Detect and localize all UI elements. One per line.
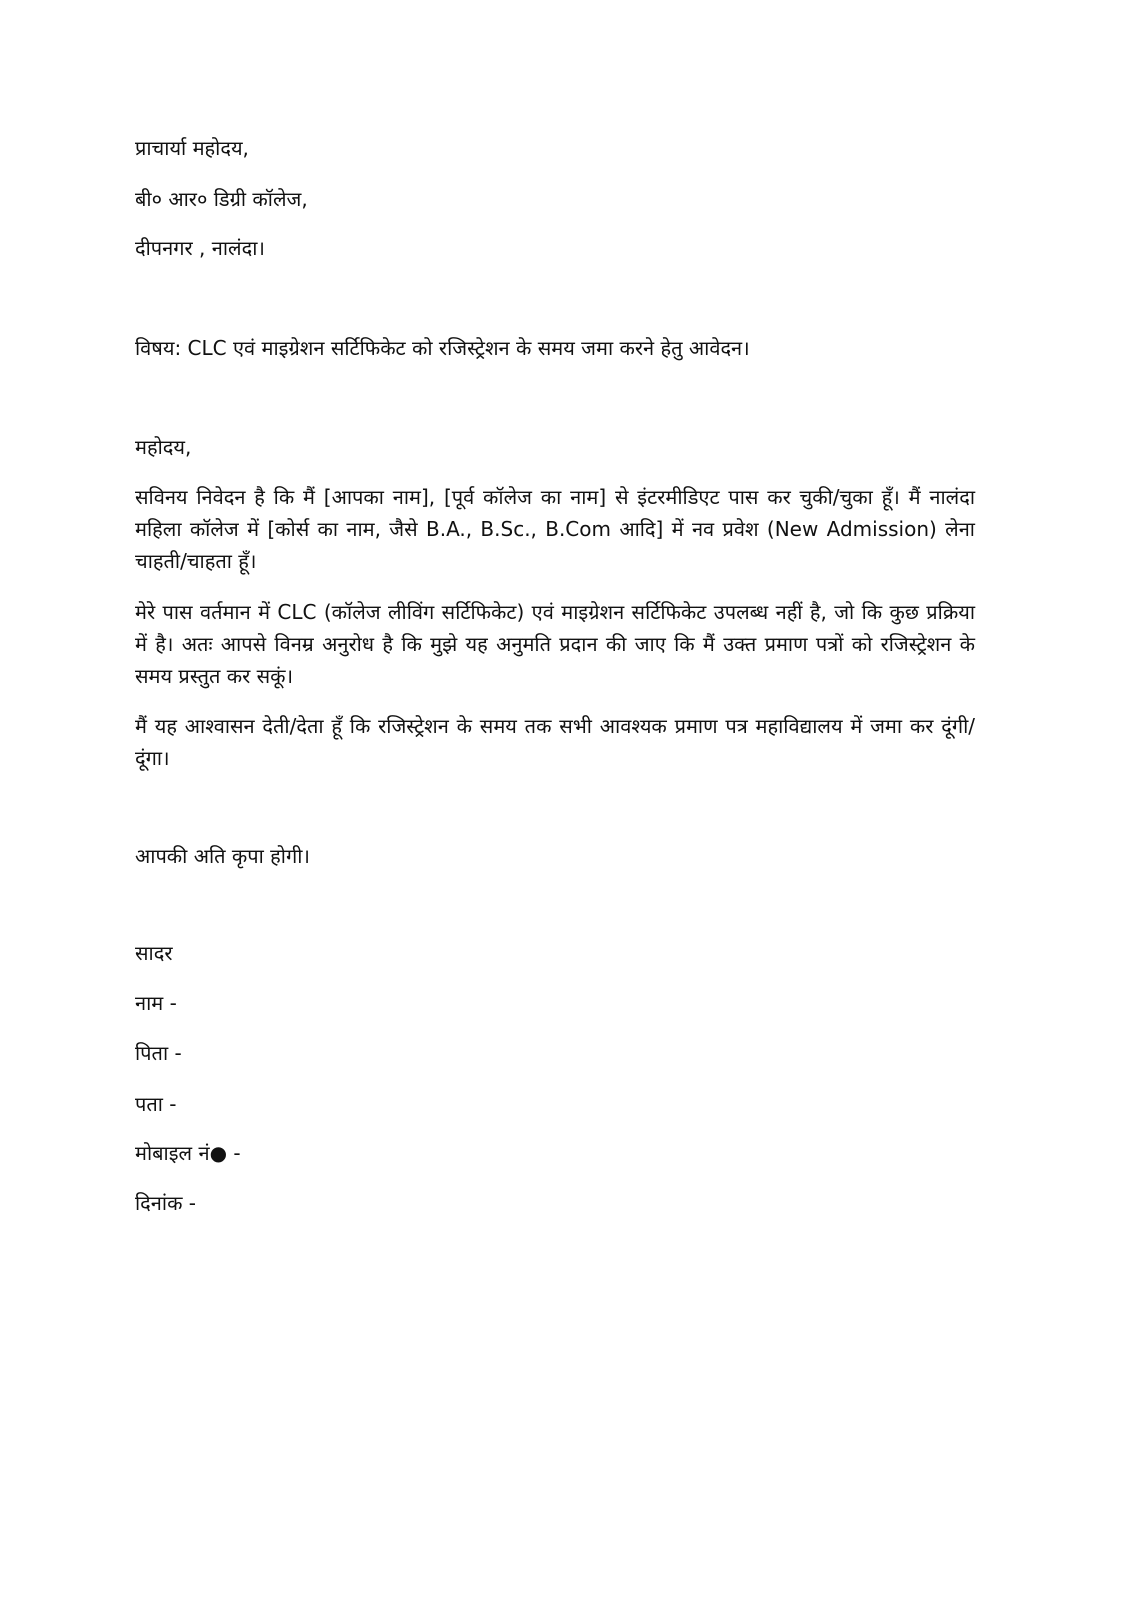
field-name: नाम -	[135, 991, 177, 1015]
college-location: दीपनगर , नालंदा।	[135, 236, 265, 260]
body-paragraph-2	[135, 596, 975, 692]
field-address: पता -	[135, 1092, 177, 1116]
college-name: बी० आर० डिग्री कॉलेज,	[135, 187, 308, 211]
body-paragraph-2-text: मेरे पास वर्तमान में CLC (कॉलेज लीविंग सर्टिफिकेट) एवं माइग्रेशन सर्टिफिकेट उपलब्ध नहीं है, जो कि कुछ प्रक्रिया में है। अतः आपसे विनम्र अनुरोध है कि मुझे यह अनुमति प्रदान की जाए कि मैं उक्त प्रमाण पत्रों को रजिस्ट्रेशन के समय प्रस्तुत कर सकूं।	[135, 600, 975, 688]
body-paragraph-3	[135, 710, 975, 774]
field-mobile: मोबाइल नं● -	[135, 1141, 241, 1165]
field-father: पिता -	[135, 1041, 182, 1065]
body-paragraph-3-text: मैं यह आश्वासन देती/देता हूँ कि रजिस्ट्रेशन के समय तक सभी आवश्यक प्रमाण पत्र महाविद्यालय में जमा कर दूंगी/दूंगा।	[135, 714, 975, 770]
body-paragraph-1	[135, 481, 975, 577]
closing-request: आपकी अति कृपा होगी।	[135, 844, 310, 868]
signoff: सादर	[135, 941, 173, 965]
subject-line: विषय: CLC एवं माइग्रेशन सर्टिफिकेट को रजिस्ट्रेशन के समय जमा करने हेतु आवेदन।	[135, 336, 750, 360]
field-date: दिनांक -	[135, 1191, 197, 1215]
body-paragraph-1-text: सविनय निवेदन है कि मैं [आपका नाम], [पूर्व कॉलेज का नाम] से इंटरमीडिएट पास कर चुकी/चुका हूँ। मैं नालंदा महिला कॉलेज में [कोर्स का नाम, जैसे B.A., B.Sc., B.Com आदि] में नव प्रवेश (New Admission) लेना चाहती/चाहता हूँ।	[135, 485, 975, 573]
salutation: महोदय,	[135, 435, 192, 459]
recipient-title: प्राचार्या महोदय,	[135, 136, 249, 160]
